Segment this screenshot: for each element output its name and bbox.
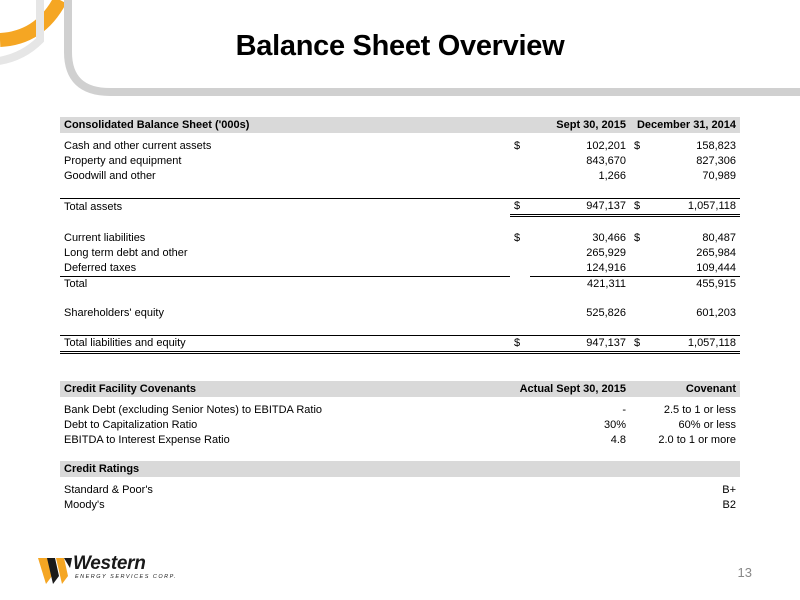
row-label: Long term debt and other [64,247,188,259]
logo-wordmark: Western [73,553,146,574]
currency-symbol [630,154,650,169]
page-title: Balance Sheet Overview [235,30,565,62]
column-header: Sept 30, 2015 [510,117,630,133]
table-header [60,461,740,477]
column-header: Actual Sept 30, 2015 [500,381,630,397]
table-row [60,246,740,261]
table-row-total [60,199,740,216]
row-label: Total [64,278,88,290]
table-row [60,231,740,246]
column-header: Credit Ratings [60,461,740,477]
value-cell: 827,306 [696,155,737,167]
table-row [60,261,740,277]
value-cell: 124,916 [530,261,630,277]
value-cell: B+ [722,484,736,496]
value-cell: 2.5 to 1 or less [663,404,736,416]
value-cell: 2.0 to 1 or more [658,434,736,446]
balance-sheet-table [60,117,740,354]
value-cell: 158,823 [696,140,737,152]
value-cell: - [622,404,626,416]
row-label: Moody's [64,499,105,511]
value-cell: 1,057,118 [650,199,740,216]
table-row [60,418,740,433]
column-header: December 31, 2014 [630,117,740,133]
value-cell: 109,444 [650,261,740,277]
value-cell: 601,203 [696,307,737,319]
currency-symbol: $ [630,336,650,353]
table-header [60,381,740,397]
table-row [60,139,740,154]
value-cell: 30,466 [592,232,626,244]
table-row [60,403,740,418]
row-label: EBITDA to Interest Expense Ratio [64,434,230,446]
value-cell: 421,311 [587,278,626,290]
value-cell: 60% or less [678,419,736,431]
value-cell: 4.8 [610,434,626,446]
currency-symbol [510,261,530,277]
currency-symbol [510,306,530,321]
column-header: Consolidated Balance Sheet ('000s) [60,117,510,133]
company-logo-icon [38,558,72,584]
currency-symbol [630,277,650,293]
ratings-table [60,461,740,513]
value-cell: 525,826 [586,307,626,319]
currency-symbol [630,261,650,277]
currency-symbol [510,246,530,261]
value-cell: 265,984 [696,247,737,259]
value-cell: 30% [603,419,626,431]
table-row [60,498,740,513]
row-label: Deferred taxes [60,261,510,277]
currency-symbol: $ [630,199,650,216]
row-label: Shareholders' equity [64,307,164,319]
value-cell: B2 [722,499,736,511]
row-label: Bank Debt (excluding Senior Notes) to EBITDA Ratio [64,404,323,416]
row-label: Total assets [60,199,510,216]
value-cell: 265,929 [586,247,626,259]
currency-symbol [630,306,650,321]
table-row [60,154,740,169]
currency-symbol: $ [510,199,530,216]
currency-symbol: $ [510,336,530,353]
value-cell: 843,670 [586,155,626,167]
row-label: Debt to Capitalization Ratio [64,419,198,431]
currency-symbol [510,277,530,293]
row-label: Cash and other current assets [64,140,212,152]
column-header: Covenant [630,381,740,397]
table-row [60,433,740,448]
value-cell: 70,989 [702,170,737,182]
currency-symbol: $ [634,140,641,152]
currency-symbol: $ [634,232,641,244]
row-label: Goodwill and other [64,170,156,182]
currency-symbol [630,246,650,261]
value-cell: 1,266 [598,170,626,182]
value-cell: 455,915 [696,278,737,290]
table-row [60,306,740,321]
covenants-table [60,381,740,448]
column-header: Credit Facility Covenants [60,381,500,397]
row-label: Current liabilities [64,232,146,244]
value-cell: 1,057,118 [650,336,740,353]
table-row-subtotal [60,277,740,293]
currency-symbol [510,154,530,169]
table-row-total [60,336,740,353]
currency-symbol [630,169,650,184]
currency-symbol [510,169,530,184]
currency-symbol: $ [514,232,521,244]
row-label: Property and equipment [64,155,182,167]
table-header [60,117,740,133]
value-cell: 947,137 [530,199,630,216]
currency-symbol: $ [514,140,521,152]
table-row [60,169,740,184]
row-label: Total liabilities and equity [60,336,510,353]
page-number: 13 [737,565,752,580]
value-cell: 80,487 [702,232,737,244]
row-label: Standard & Poor's [64,484,153,496]
value-cell: 102,201 [586,140,626,152]
table-row [60,483,740,498]
value-cell: 947,137 [530,336,630,353]
logo-tagline: ENERGY SERVICES CORP. [75,574,178,580]
